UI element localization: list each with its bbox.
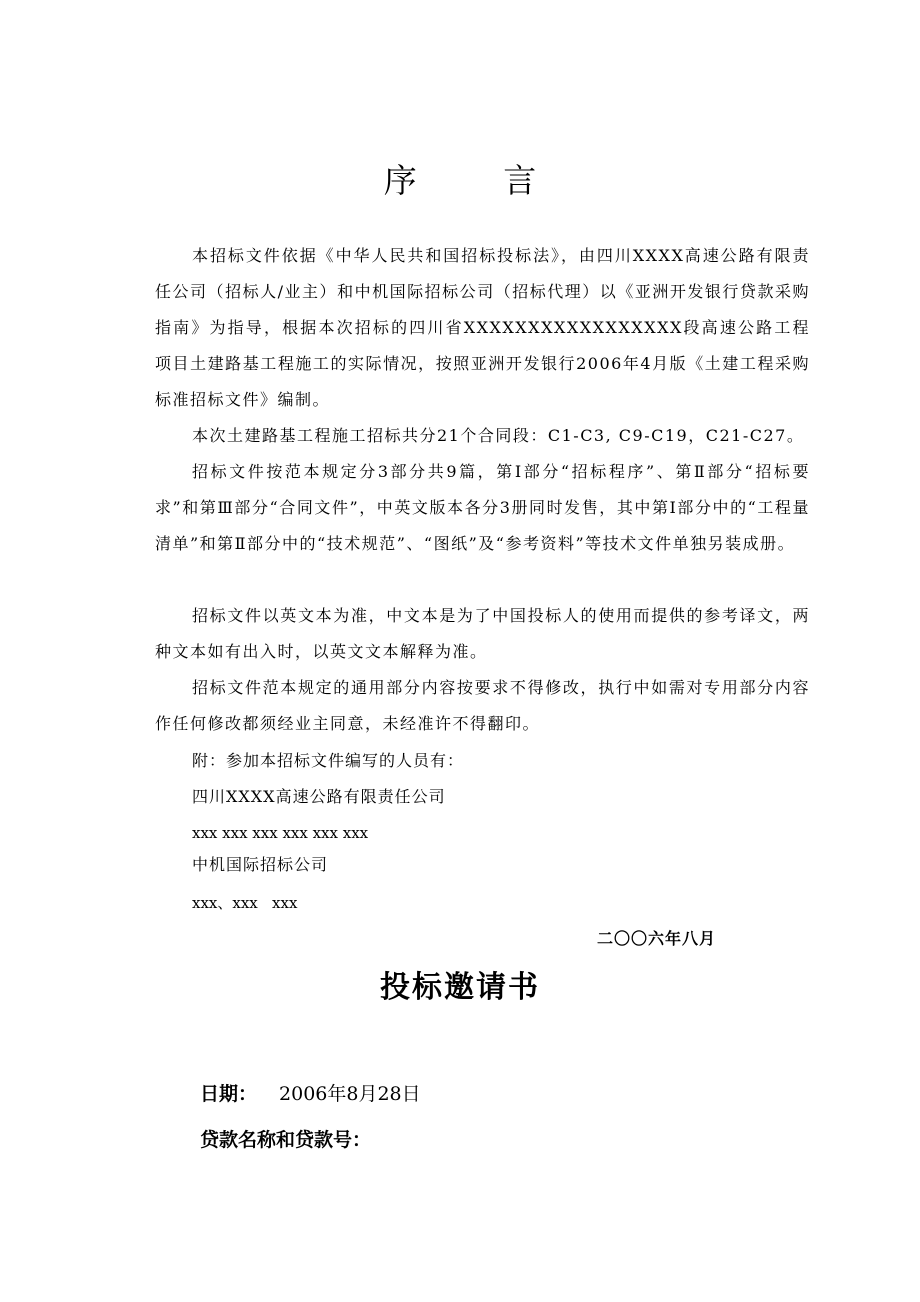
date-value: 2006年8月28日 bbox=[279, 1083, 421, 1105]
org2-name: 中机国际招标公司 bbox=[192, 855, 329, 874]
date-label: 日期： bbox=[200, 1083, 258, 1105]
preface-title: 序 言 bbox=[383, 161, 575, 200]
preface-date: 二〇〇六年八月 bbox=[597, 929, 717, 948]
org1-name: 四川XXXX高速公路有限责任公司 bbox=[192, 787, 446, 806]
appendix-intro: 附：参加本招标文件编写的人员有： bbox=[192, 751, 465, 770]
invitation-title: 投标邀请书 bbox=[380, 970, 540, 1005]
preface-paragraph-2: 本次土建路基工程施工招标共分21个合同段：C1-C3, C9-C19，C21-C27。 bbox=[192, 426, 805, 445]
org1-people: xxx xxx xxx xxx xxx xxx bbox=[192, 824, 369, 842]
preface-paragraph-3: 招标文件按范本规定分3部分共9篇，第Ⅰ部分“招标程序”、第Ⅱ部分“招标要求”和第Ⅲ部分“合同文件”，中英文版本各分3册同时发售，其中第Ⅰ部分中的“工程量清单”和第Ⅱ部分中的“技术规范”、“图纸”及“参考资料”等技术文件单独另装成册。 bbox=[155, 462, 810, 553]
loan-field bbox=[200, 1125, 371, 1152]
preface-paragraph-1: 本招标文件依据《中华人民共和国招标投标法》，由四川XXXX高速公路有限责任公司（招标人/业主）和中机国际招标公司（招标代理）以《亚洲开发银行贷款采购指南》为指导，根据本次招标的四川省XXXXXXXXXXXXXXXXX段高速公路工程项目土建路基工程施工的实际情况，按照亚洲开发银行2006年4月版《土建工程采购标准招标文件》编制。 bbox=[155, 246, 810, 409]
org2-people: xxx、xxx xxx bbox=[192, 894, 298, 912]
preface-paragraph-5: 招标文件范本规定的通用部分内容按要求不得修改，执行中如需对专用部分内容作任何修改都须经业主同意，未经准许不得翻印。 bbox=[155, 678, 810, 733]
preface-paragraph-4: 招标文件以英文本为准，中文本是为了中国投标人的使用而提供的参考译文，两种文本如有出入时，以英文文本解释为准。 bbox=[155, 606, 810, 661]
loan-label: 贷款名称和贷款号： bbox=[200, 1129, 372, 1151]
date-field bbox=[200, 1079, 421, 1106]
